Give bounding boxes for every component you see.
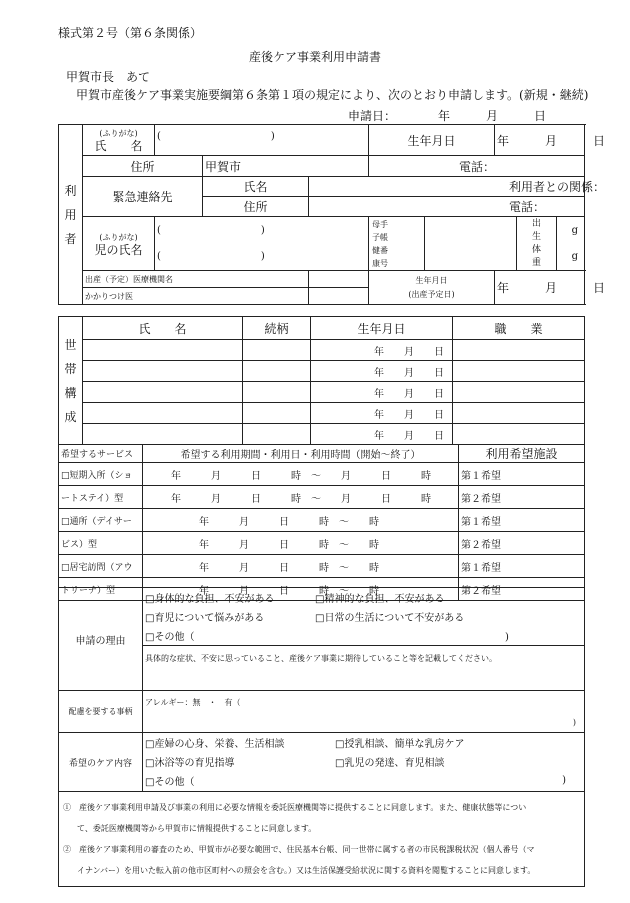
hospital-field[interactable] — [309, 271, 369, 288]
care-other-close: ) — [562, 774, 566, 786]
home-visit-label-2: トリーチ）型 — [59, 578, 143, 601]
reason-option-physical[interactable]: □身体的な負担、不安がある — [145, 593, 275, 605]
household-relation-cell[interactable] — [243, 424, 311, 445]
clinic-label: かかりつけ医 — [83, 288, 309, 305]
household-col-relation: 続柄 — [243, 317, 311, 340]
household-job-cell[interactable] — [453, 424, 585, 445]
user-table — [58, 124, 606, 305]
household-section-label: 世 帯 構 成 — [59, 317, 83, 445]
care-option-bathing[interactable]: □沐浴等の育児指導 — [145, 757, 235, 769]
short-stay-period-2[interactable]: 年 月 日 時 ～ 月 日 時 — [143, 486, 459, 509]
dob-label: 生年月日 — [369, 125, 495, 156]
reason-other-close: ) — [505, 631, 509, 643]
reason-detail-field[interactable] — [143, 646, 585, 691]
care-option-breastfeeding[interactable]: □授乳相談、簡単な乳房ケア — [335, 738, 465, 750]
page-title: 産後ケア事業利用申請書 — [248, 50, 381, 64]
short-stay-pref-2[interactable]: 第２希望 — [459, 486, 585, 509]
home-visit-checkbox[interactable]: □居宅訪問（アウ — [59, 555, 143, 578]
day-service-period-1[interactable]: 年 月 日 時 ～ 時 — [143, 509, 459, 532]
allergy-field[interactable] — [143, 691, 585, 733]
handbook-number-field[interactable] — [425, 217, 517, 271]
reason-option-childcare[interactable]: □育児について悩みがある — [145, 612, 265, 624]
reason-detail-hint: 具体的な症状、不安に思っていること、産後ケア事業に期待していること等を記載してください。 — [145, 654, 497, 663]
user-section-label: 利 用 者 — [59, 125, 83, 305]
household-name-cell[interactable] — [83, 361, 243, 382]
home-visit-period-1[interactable]: 年 月 日 時 ～ 時 — [143, 555, 459, 578]
birth-date-label: 生年月日 — [415, 275, 448, 285]
consent-1: ① 産後ケア事業利用申請及び事業の利用に必要な情報を委託医療機関等に提供することに同意します。また、健康状態等につい — [63, 803, 527, 812]
household-name-cell[interactable] — [83, 340, 243, 361]
em-phone-field[interactable]: 電話： — [309, 197, 585, 217]
care-option-counseling[interactable]: □産婦の心身、栄養、生活相談 — [145, 738, 285, 750]
handbook-label-1: 母手 — [372, 219, 389, 229]
allergy-close: ) — [572, 718, 576, 727]
household-dob-cell[interactable]: 年 月 日 — [311, 340, 453, 361]
child-paren-2: ( ) — [157, 250, 265, 262]
household-name-cell[interactable] — [83, 403, 243, 424]
birth-weight-field[interactable] — [557, 217, 585, 271]
handbook-label-2: 子帳 — [372, 232, 389, 242]
household-table — [58, 316, 585, 445]
short-stay-label-2: ートステイ）型 — [59, 486, 143, 509]
day-service-period-2[interactable]: 年 月 日 時 ～ 時 — [143, 532, 459, 555]
day-service-checkbox[interactable]: □通所（デイサー — [59, 509, 143, 532]
birth-weight-label-1: 出 — [532, 218, 542, 229]
birth-date-field[interactable]: 年 月 日 — [495, 271, 585, 305]
household-job-cell[interactable] — [453, 382, 585, 403]
reason-table — [58, 587, 585, 887]
home-visit-period-2[interactable]: 年 月 日 時 ～ 時 — [143, 578, 459, 601]
care-label: 希望のケア内容 — [59, 733, 143, 792]
consent-block — [59, 792, 585, 887]
service-col-facility: 利用希望施設 — [459, 445, 585, 463]
short-stay-pref-1[interactable]: 第１希望 — [459, 463, 585, 486]
household-dob-cell[interactable]: 年 月 日 — [311, 382, 453, 403]
household-relation-cell[interactable] — [243, 403, 311, 424]
consent-2: ② 産後ケア事業利用の審査のため、甲賀市が必要な範囲で、住民基本台帳、同一世帯に属する者の市民税課税状況（個人番号（マ — [63, 845, 535, 854]
handbook-label-4: 康号 — [372, 258, 389, 268]
address-field[interactable]: 甲賀市 — [203, 156, 369, 177]
address-label: 住所 — [83, 156, 203, 177]
consent-1-cont: て、委託医療機関等から甲賀市に情報提供することに同意します。 — [77, 824, 317, 833]
dob-field[interactable]: 年 月 日 — [495, 125, 585, 156]
gram-unit-1: g — [571, 224, 579, 236]
gram-unit-2: g — [571, 250, 579, 262]
household-relation-cell[interactable] — [243, 340, 311, 361]
household-name-cell[interactable] — [83, 424, 243, 445]
household-col-name: 氏 名 — [83, 317, 243, 340]
name-furigana-paren: ( ) — [157, 131, 275, 142]
service-table — [58, 444, 585, 601]
child-paren-1: ( ) — [157, 224, 265, 236]
clinic-field[interactable] — [309, 288, 369, 305]
home-visit-pref-1[interactable]: 第１希望 — [459, 555, 585, 578]
household-job-cell[interactable] — [453, 403, 585, 424]
child-name-label: 児の氏名 — [94, 242, 143, 257]
addressee: 甲賀市長 あて — [66, 70, 151, 84]
allergy-text: アレルギー：無 ・ 有（ — [145, 698, 241, 707]
birth-weight-label-4: 重 — [532, 257, 542, 268]
furigana-label: (ふりがな) — [99, 129, 138, 138]
reason-label: 申請の理由 — [59, 588, 143, 691]
name-field[interactable] — [155, 125, 369, 156]
household-dob-cell[interactable]: 年 月 日 — [311, 403, 453, 424]
handbook-label-3: 健番 — [372, 245, 389, 255]
intro-text: 甲賀市産後ケア事業実施要綱第６条第１項の規定により、次のとおり申請します。(新規・継続) — [76, 88, 589, 102]
short-stay-period-1[interactable]: 年 月 日 時 ～ 月 日 時 — [143, 463, 459, 486]
reason-option-mental[interactable]: □精神的な負担、不安がある — [315, 593, 445, 605]
care-option-other[interactable]: □その他（ — [145, 777, 195, 789]
emergency-label: 緊急連絡先 — [83, 177, 203, 217]
reason-option-other[interactable]: □その他（ — [145, 631, 195, 643]
home-visit-pref-2[interactable]: 第２希望 — [459, 578, 585, 601]
household-name-cell[interactable] — [83, 382, 243, 403]
em-name-label: 氏名 — [203, 177, 309, 197]
household-job-cell[interactable] — [453, 340, 585, 361]
em-address-label: 住所 — [203, 197, 309, 217]
service-col-service: 希望するサービス — [59, 445, 143, 463]
birth-date-sub: (出産予定日) — [408, 289, 455, 299]
day-service-label-2: ビス）型 — [59, 532, 143, 555]
apply-date: 申請日： 年 月 日 — [348, 109, 547, 123]
child-furigana-label: (ふりがな) — [99, 232, 138, 242]
phone-field[interactable]: 電話： — [369, 156, 585, 177]
em-relation-field[interactable]: 利用者との関係： — [309, 177, 585, 197]
birth-weight-label-3: 体 — [532, 244, 542, 255]
service-col-period: 希望する利用期間・利用日・利用時間（開始～終了） — [143, 445, 459, 463]
household-relation-cell[interactable] — [243, 361, 311, 382]
day-service-pref-1[interactable]: 第１希望 — [459, 509, 585, 532]
form-number: 様式第２号（第６条関係） — [58, 26, 203, 40]
hospital-label: 出産（予定）医療機関名 — [83, 271, 309, 288]
short-stay-checkbox[interactable]: □短期入所（ショ — [59, 463, 143, 486]
day-service-pref-2[interactable]: 第２希望 — [459, 532, 585, 555]
consent-2-cont: イナンバー）を用いた転入前の他市区町村への照会を含む。）又は生活保護受給状況に関する資料を閲覧することに同意します。 — [77, 866, 536, 875]
birth-weight-label-2: 生 — [532, 231, 542, 242]
household-col-job: 職 業 — [453, 317, 585, 340]
household-col-dob: 生年月日 — [311, 317, 453, 340]
child-name-field[interactable] — [155, 217, 369, 271]
household-relation-cell[interactable] — [243, 382, 311, 403]
name-label: 氏 名 — [94, 139, 143, 153]
household-dob-cell[interactable]: 年 月 日 — [311, 361, 453, 382]
household-dob-cell[interactable]: 年 月 日 — [311, 424, 453, 445]
consider-label: 配慮を要する事柄 — [59, 691, 143, 733]
reason-option-daily-life[interactable]: □日常の生活について不安がある — [315, 612, 465, 624]
household-job-cell[interactable] — [453, 361, 585, 382]
care-option-development[interactable]: □乳児の発達、育児相談 — [335, 757, 445, 769]
